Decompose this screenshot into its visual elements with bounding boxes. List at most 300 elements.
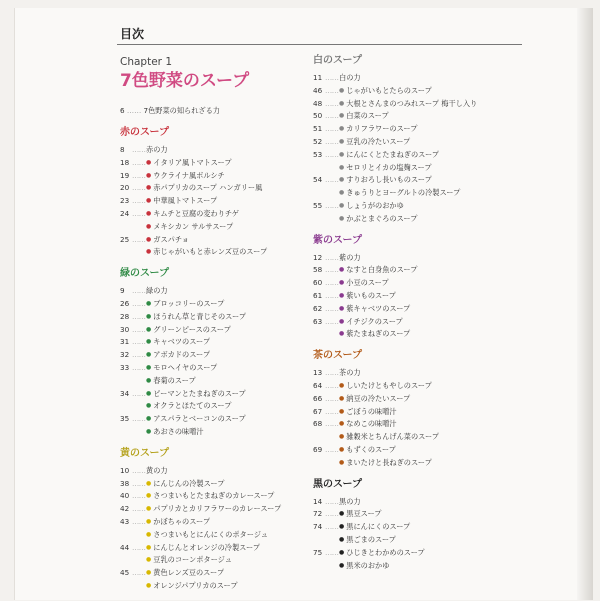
entry-page-number: 11 (313, 73, 323, 82)
entry-title: イタリア風トマトスープ (153, 157, 232, 167)
bullet-dot-icon: ● (146, 351, 152, 359)
dot-leader: …… (132, 183, 146, 193)
dot-leader: …… (132, 157, 146, 167)
entry-title: ガスパチョ (153, 234, 189, 244)
entry-page-number: 66 (313, 393, 323, 403)
bullet-dot-icon: ● (146, 517, 152, 525)
dot-leader: …… (325, 136, 339, 146)
toc-entry[interactable] (120, 426, 305, 439)
entry-page-number: 67 (313, 406, 323, 416)
toc-entry[interactable] (313, 213, 513, 226)
entry-title: グリーンピースのスープ (153, 324, 231, 334)
entry-title: さつまいもとたまねぎのカレースープ (153, 491, 275, 501)
dot-leader: …… (325, 509, 339, 519)
entry-page-number: 48 (313, 98, 323, 108)
toc-entry[interactable] (313, 328, 513, 341)
bullet-dot-icon: ● (146, 171, 152, 179)
toc-entry[interactable] (120, 542, 305, 555)
entry-title: ピーマンとたまねぎのスープ (153, 388, 246, 398)
dot-leader: …… (132, 298, 146, 308)
entry-title: 茶の力 (339, 368, 361, 378)
dot-leader: …… (132, 337, 146, 347)
entry-title: 黒にんにくのスープ (346, 522, 411, 532)
toc-entry[interactable] (313, 290, 513, 303)
entry-page-number: 62 (313, 303, 323, 313)
entry-page-number: 69 (313, 444, 323, 454)
entry-title: キムチと豆腐の変わりチゲ (153, 208, 239, 218)
dot-leader: …… (325, 149, 339, 159)
toc-entry[interactable] (313, 367, 513, 380)
entry-title: にんにくとたまねぎのスープ (346, 149, 439, 159)
entry-page-number: 44 (120, 542, 130, 552)
entry-title: かぼちゃのスープ (153, 516, 211, 526)
toc-entry[interactable] (313, 72, 513, 85)
dot-leader: …… (325, 316, 339, 326)
bullet-dot-icon: ● (146, 543, 152, 551)
section-green (120, 267, 305, 439)
entry-page-number: 23 (120, 196, 130, 206)
entry-page-number: 58 (313, 265, 323, 275)
entry-page-number: 30 (120, 324, 130, 334)
entry-page-number: 19 (120, 170, 130, 180)
entry-title: 紫たまねぎのスープ (346, 329, 411, 339)
entry-page-number: 55 (313, 200, 323, 210)
toc-entry[interactable] (313, 123, 513, 136)
entry-page-number: 34 (120, 388, 130, 398)
entry-title: パプリカとカリフラワーのカレースープ (153, 504, 282, 514)
entry-page-number: 8 (120, 145, 125, 154)
bullet-dot-icon: ● (146, 222, 152, 230)
dot-leader: …… (132, 568, 146, 578)
toc-entry[interactable] (313, 521, 513, 534)
bullet-dot-icon: ● (146, 530, 152, 538)
dot-leader: …… (132, 196, 146, 206)
dot-leader: …… (325, 368, 339, 378)
entry-title: オレンジパプリカのスープ (153, 580, 238, 590)
bullet-dot-icon: ● (146, 479, 152, 487)
toc-entry[interactable] (313, 560, 513, 573)
bullet-dot-icon: ● (146, 363, 152, 371)
toc-entry[interactable] (120, 516, 305, 529)
dot-leader: …… (325, 265, 339, 275)
intro-leader: …… (126, 106, 142, 115)
entry-page-number: 35 (120, 414, 130, 424)
bullet-dot-icon: ● (339, 304, 345, 312)
toc-entry[interactable] (313, 187, 513, 200)
entry-title: 紫いものスープ (346, 290, 396, 300)
dot-leader: …… (132, 311, 146, 321)
entry-page-number: 74 (313, 522, 323, 532)
toc-entry[interactable] (313, 457, 513, 470)
toc-entry[interactable] (313, 162, 513, 175)
toc-entry[interactable] (120, 400, 305, 413)
bullet-dot-icon: ● (146, 299, 152, 307)
dot-leader: …… (132, 324, 146, 334)
entry-page-number: 64 (313, 380, 323, 390)
section-black (313, 478, 513, 573)
section-title: 白のスープ (313, 55, 362, 66)
bullet-dot-icon: ● (339, 125, 345, 133)
entry-title: かぶとまぐろのスープ (346, 213, 418, 223)
bullet-dot-icon: ● (339, 266, 345, 274)
toc-entry[interactable] (120, 234, 305, 247)
dot-leader: …… (132, 350, 146, 360)
entry-title: にんじんとオレンジの冷製スープ (153, 542, 260, 552)
toc-entry[interactable] (313, 85, 513, 98)
intro-page: 6 (120, 106, 125, 115)
dot-leader: …… (325, 111, 339, 121)
toc-entry[interactable] (120, 478, 305, 491)
toc-entry[interactable] (120, 362, 305, 375)
entry-page-number: 32 (120, 350, 130, 360)
bullet-dot-icon: ● (339, 137, 345, 145)
entry-page-number: 40 (120, 491, 130, 501)
entry-page-number: 43 (120, 516, 130, 526)
bullet-dot-icon: ● (339, 214, 345, 222)
dot-leader: …… (325, 303, 339, 313)
entry-title: ブロッコリーのスープ (153, 298, 225, 308)
right-sections (313, 54, 513, 572)
entry-title: 雑穀米とちんげん菜のスープ (346, 432, 439, 442)
entry-title: 紫キャベツのスープ (346, 303, 411, 313)
bullet-dot-icon: ● (146, 209, 152, 217)
toc-entry[interactable] (313, 508, 513, 521)
entry-title: しいたけともやしのスープ (346, 380, 432, 390)
dot-leader: …… (325, 496, 339, 506)
dot-leader: …… (132, 170, 146, 180)
toc-column-right (313, 54, 513, 580)
dot-leader: …… (325, 393, 339, 403)
dot-leader: …… (325, 200, 339, 210)
entry-page-number: 45 (120, 568, 130, 578)
bullet-dot-icon: ● (146, 312, 152, 320)
toc-entry[interactable] (313, 534, 513, 547)
dot-leader: …… (132, 504, 146, 514)
entry-page-number: 24 (120, 208, 130, 218)
entry-title: 豆乳のコーンポタージュ (153, 555, 232, 565)
section-title: 緑のスープ (120, 268, 169, 280)
entry-title: 大根とさんまのつみれスープ 梅干し入り (346, 98, 478, 108)
entry-title: 豆乳の冷たいスープ (346, 136, 411, 146)
bullet-dot-icon: ● (339, 433, 345, 441)
entry-page-number: 72 (313, 509, 323, 519)
toc-entry[interactable] (120, 349, 305, 362)
entry-title: 黒の力 (339, 496, 361, 506)
bullet-dot-icon: ● (146, 389, 152, 397)
toc-entry[interactable] (120, 324, 305, 337)
section-title: 赤のスープ (120, 127, 169, 138)
entry-title: もずくのスープ (346, 444, 396, 454)
entry-page-number: 38 (120, 478, 130, 488)
toc-entry[interactable] (313, 264, 513, 277)
dot-leader: …… (325, 444, 339, 454)
toc-entry[interactable] (120, 144, 305, 157)
entry-page-number: 13 (313, 368, 323, 378)
toc-entry[interactable] (120, 413, 305, 426)
toc-entry[interactable] (313, 496, 513, 509)
dot-leader: …… (132, 478, 146, 488)
entry-title: 緑の力 (146, 286, 168, 296)
entry-title: ひじきとわかめのスープ (346, 547, 425, 557)
bullet-dot-icon: ● (339, 394, 345, 402)
entry-page-number: 18 (120, 157, 130, 167)
toc-entry[interactable] (120, 388, 305, 401)
dot-leader: …… (325, 419, 339, 429)
toc-entry[interactable] (313, 418, 513, 431)
entry-title: まいたけと長ねぎのスープ (346, 457, 432, 467)
bullet-dot-icon: ● (339, 279, 345, 287)
toc-entry[interactable] (120, 311, 305, 324)
entry-title: あおさの味噌汁 (153, 426, 204, 436)
entry-page-number: 12 (313, 252, 323, 262)
toc-entry[interactable] (120, 195, 305, 208)
toc-entry[interactable] (120, 285, 305, 298)
dot-leader: …… (325, 85, 339, 95)
dot-leader: …… (325, 73, 339, 82)
section-red (120, 126, 305, 259)
bullet-dot-icon: ● (146, 376, 152, 384)
left-sections (120, 126, 305, 593)
bullet-dot-icon: ● (146, 235, 152, 243)
section-title: 紫のスープ (313, 234, 362, 246)
chapter-label: Chapter 1 (120, 56, 172, 68)
section-title: 黄のスープ (120, 447, 169, 459)
entry-title: モロヘイヤのスープ (153, 362, 218, 372)
dot-leader: …… (325, 290, 339, 300)
entry-title: 白の力 (339, 73, 361, 82)
chapter-title: 7色野菜のスープ (120, 71, 250, 91)
entry-title: 白菜のスープ (346, 111, 389, 121)
bullet-dot-icon: ● (146, 248, 152, 256)
toc-entry[interactable] (313, 316, 513, 329)
entry-page-number: 52 (313, 136, 323, 146)
entry-title: にんじんの冷製スープ (153, 478, 225, 488)
bullet-dot-icon: ● (339, 86, 345, 94)
entry-page-number: 53 (313, 149, 323, 159)
toc-entry[interactable] (313, 380, 513, 393)
bullet-dot-icon: ● (146, 581, 152, 589)
entry-title: じゃがいもとたらのスープ (346, 85, 432, 95)
toc-entry[interactable] (313, 303, 513, 316)
bullet-dot-icon: ● (339, 201, 345, 209)
dot-leader: …… (325, 278, 339, 288)
toc-entry[interactable] (313, 110, 513, 123)
toc-entry[interactable] (313, 277, 513, 290)
entry-title: 小豆のスープ (346, 278, 389, 288)
bullet-dot-icon: ● (339, 291, 345, 299)
toc-entry[interactable] (313, 200, 513, 213)
toc-entry[interactable] (313, 149, 513, 162)
bullet-dot-icon: ● (339, 112, 345, 120)
entry-title: アスパラとベーコンのスープ (153, 414, 246, 424)
entry-page-number: 14 (313, 496, 323, 506)
page-gutter-shadow (577, 8, 593, 600)
intro-text: 7色野菜の知られざる力 (143, 106, 220, 115)
entry-title: なすと白身魚のスープ (346, 265, 418, 275)
entry-page-number: 26 (120, 298, 130, 308)
toc-heading: 目次 (120, 27, 145, 41)
bullet-dot-icon: ● (146, 338, 152, 346)
entry-title: キャベツのスープ (153, 337, 211, 347)
bullet-dot-icon: ● (339, 407, 345, 415)
dot-leader: …… (325, 547, 339, 557)
entry-title: 赤パプリカのスープ ハンガリー風 (153, 183, 263, 193)
bullet-dot-icon: ● (146, 492, 152, 500)
entry-page-number: 28 (120, 311, 130, 321)
entry-title: 中華風トマトスープ (153, 196, 218, 206)
toc-entry[interactable] (120, 336, 305, 349)
dot-leader: …… (325, 124, 339, 134)
entry-page-number: 20 (120, 183, 130, 193)
heading-rule (117, 44, 522, 45)
toc-entry[interactable] (120, 170, 305, 183)
toc-entry[interactable] (313, 406, 513, 419)
bullet-dot-icon: ● (339, 381, 345, 389)
toc-entry[interactable] (313, 431, 513, 444)
bullet-dot-icon: ● (339, 445, 345, 453)
section-brown (313, 349, 513, 469)
entry-page-number: 63 (313, 316, 323, 326)
dot-leader: …… (325, 252, 339, 262)
bullet-dot-icon: ● (339, 548, 345, 556)
entry-page-number: 75 (313, 547, 323, 557)
toc-entry[interactable] (120, 490, 305, 503)
toc-entry[interactable] (120, 580, 305, 593)
toc-entry[interactable] (120, 375, 305, 388)
section-title: 茶のスープ (313, 350, 362, 362)
toc-entry[interactable] (120, 554, 305, 567)
toc-entry[interactable] (313, 547, 513, 560)
entry-title: 紫の力 (339, 252, 361, 262)
bullet-dot-icon: ● (339, 330, 345, 338)
toc-entry[interactable] (120, 465, 305, 478)
bullet-dot-icon: ● (146, 184, 152, 192)
dot-leader: …… (325, 406, 339, 416)
toc-entry[interactable] (120, 182, 305, 195)
toc-entry[interactable] (120, 221, 305, 234)
entry-page-number: 54 (313, 175, 323, 185)
bullet-dot-icon: ● (339, 510, 345, 518)
dot-leader: …… (132, 286, 146, 296)
section-purple (313, 234, 513, 342)
entry-page-number: 50 (313, 111, 323, 121)
bullet-dot-icon: ● (146, 197, 152, 205)
entry-page-number: 60 (313, 278, 323, 288)
dot-leader: …… (325, 175, 339, 185)
toc-entry[interactable] (313, 444, 513, 457)
entry-title: カリフラワーのスープ (346, 124, 418, 134)
bullet-dot-icon: ● (146, 402, 152, 410)
bullet-dot-icon: ● (339, 317, 345, 325)
entry-page-number: 68 (313, 419, 323, 429)
bullet-dot-icon: ● (339, 561, 345, 569)
entry-title: 黒ごまのスープ (346, 534, 396, 544)
bullet-dot-icon: ● (339, 163, 345, 171)
dot-leader: …… (132, 414, 146, 424)
entry-title: ウクライナ風ボルシチ (153, 170, 225, 180)
section-white (313, 54, 513, 226)
entry-page-number: 61 (313, 290, 323, 300)
toc-entry[interactable] (120, 503, 305, 516)
entry-title: ほうれん草と青じそのスープ (153, 311, 246, 321)
bullet-dot-icon: ● (146, 569, 152, 577)
entry-page-number: 10 (120, 465, 130, 475)
entry-title: ごぼうの味噌汁 (346, 406, 397, 416)
bullet-dot-icon: ● (339, 99, 345, 107)
entry-title: 赤の力 (146, 145, 168, 154)
entry-page-number: 42 (120, 504, 130, 514)
dot-leader: …… (132, 234, 146, 244)
dot-leader: …… (132, 145, 146, 154)
entry-page-number: 33 (120, 362, 130, 372)
entry-title: 赤じゃがいもと赤レンズ豆のスープ (153, 247, 268, 257)
toc-entry[interactable] (313, 174, 513, 187)
toc-entry[interactable] (313, 98, 513, 111)
bullet-dot-icon: ● (146, 158, 152, 166)
toc-entry[interactable] (313, 136, 513, 149)
entry-page-number: 31 (120, 337, 130, 347)
entry-title: 黄色レンズ豆のスープ (153, 568, 225, 578)
bullet-dot-icon: ● (339, 420, 345, 428)
bullet-dot-icon: ● (339, 523, 345, 531)
entry-title: 黒米のおかゆ (346, 560, 390, 570)
toc-entry[interactable] (120, 567, 305, 580)
entry-title: 春菊のスープ (153, 375, 196, 385)
entry-title: 黄の力 (146, 465, 168, 475)
entry-title: アボカドのスープ (153, 350, 211, 360)
bullet-dot-icon: ● (146, 505, 152, 513)
bullet-dot-icon: ● (339, 150, 345, 158)
dot-leader: …… (132, 388, 146, 398)
bullet-dot-icon: ● (146, 556, 152, 564)
entry-title: さつまいもとにんにくのポタージュ (153, 529, 268, 539)
entry-page-number: 46 (313, 85, 323, 95)
bullet-dot-icon: ● (339, 458, 345, 466)
section-yellow (120, 447, 305, 593)
dot-leader: …… (325, 522, 339, 532)
toc-entry[interactable] (120, 246, 305, 259)
toc-entry[interactable] (313, 252, 513, 265)
entry-title: 納豆の冷たいスープ (346, 393, 411, 403)
dot-leader: …… (132, 465, 146, 475)
bullet-dot-icon: ● (146, 415, 152, 423)
toc-entry[interactable] (120, 529, 305, 542)
toc-entry[interactable] (120, 298, 305, 311)
entry-title: オクラとほたてのスープ (153, 401, 232, 411)
entry-title: きゅうりとヨーグルトの冷製スープ (346, 188, 461, 198)
bullet-dot-icon: ● (146, 427, 152, 435)
bullet-dot-icon: ● (339, 189, 345, 197)
dot-leader: …… (132, 362, 146, 372)
entry-title: イチジクのスープ (346, 316, 403, 326)
section-title: 黒のスープ (313, 478, 362, 490)
dot-leader: …… (132, 542, 146, 552)
toc-entry[interactable] (120, 157, 305, 170)
bullet-dot-icon: ● (339, 176, 345, 184)
entry-page-number: 25 (120, 234, 130, 244)
bullet-dot-icon: ● (146, 325, 152, 333)
bullet-dot-icon: ● (339, 535, 345, 543)
entry-title: 黒豆スープ (346, 509, 382, 519)
dot-leader: …… (132, 208, 146, 218)
toc-column-left (120, 54, 305, 601)
entry-title: なめこの味噌汁 (346, 419, 397, 429)
entry-title: しょうがのおかゆ (346, 200, 404, 210)
toc-entry[interactable] (120, 208, 305, 221)
dot-leader: …… (325, 380, 339, 390)
entry-title: すりおろし長いものスープ (346, 175, 432, 185)
toc-entry[interactable] (313, 393, 513, 406)
